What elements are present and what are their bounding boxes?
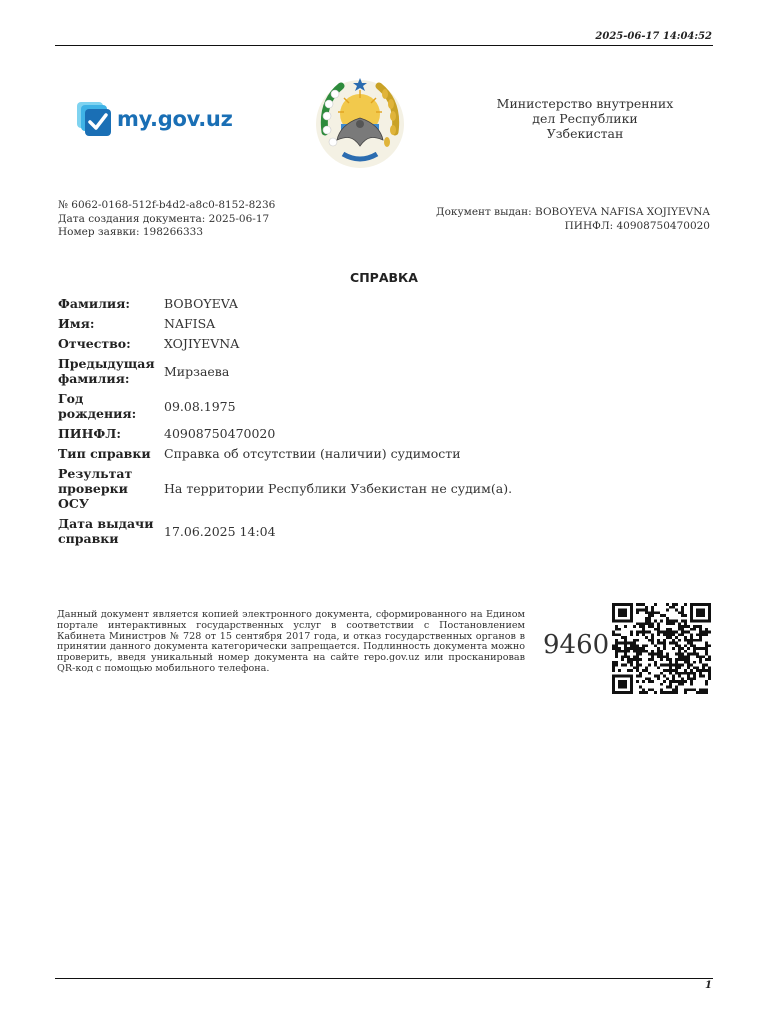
field-value: На территории Республики Узбекистан не судим(а). bbox=[164, 481, 513, 496]
field-label: Год рождения: bbox=[58, 391, 137, 421]
field-label: Отчество: bbox=[58, 336, 131, 351]
ministry-line: Узбекистан bbox=[546, 126, 624, 141]
field-value: BOBOYEVA bbox=[164, 296, 238, 311]
field-label: Имя: bbox=[58, 316, 95, 331]
field-value: 40908750470020 bbox=[164, 426, 276, 441]
request-number: Номер заявки: 198266333 bbox=[58, 226, 204, 238]
field-value: Справка об отсутствии (наличии) судимости bbox=[164, 446, 461, 461]
field-label: Предыдущая фамилия: bbox=[58, 356, 155, 386]
legal-notice: Данный документ является копией электронного документа, сформированного на Едином портале интерактивных государственных услуг в соответствии с Постановлением Кабинета Министров № 728 от 15 сентября 2017 года, и отказ государственных органов в принятии данного документа категорически запрещается. Подлинность документа можно проверить, введя уникальный номер документа на сайте repo.gov.uz или просканировав QR-код с помощью мобильного телефона. bbox=[57, 609, 525, 674]
field-value: NAFISA bbox=[164, 316, 216, 331]
checkmark-document-icon bbox=[75, 100, 113, 138]
recipient-pinfl: ПИНФЛ: 40908750470020 bbox=[564, 219, 710, 232]
logo-text: my.gov.uz bbox=[117, 107, 233, 131]
field-row-birth-date bbox=[58, 391, 618, 421]
state-emblem bbox=[311, 72, 409, 170]
certificate-fields bbox=[58, 296, 618, 551]
field-label: Дата выдачи справки bbox=[58, 516, 154, 546]
bottom-divider bbox=[55, 978, 713, 979]
recipient-meta bbox=[436, 206, 710, 233]
qr-code[interactable] bbox=[612, 603, 711, 694]
field-label: Результат проверки ОСУ bbox=[58, 466, 133, 511]
field-label: Фамилия: bbox=[58, 296, 131, 311]
field-value: 17.06.2025 14:04 bbox=[164, 523, 276, 539]
mygov-logo bbox=[75, 100, 233, 138]
field-row-name bbox=[58, 316, 618, 331]
document-title: СПРАВКА bbox=[350, 270, 418, 285]
verification-code: 9460 bbox=[543, 630, 610, 660]
field-row-patronymic bbox=[58, 336, 618, 351]
ministry-line: дел Республики bbox=[532, 111, 638, 126]
field-row-certificate-type bbox=[58, 446, 618, 461]
document-meta bbox=[58, 199, 275, 240]
document-number: № 6062-0168-512f-b4d2-a8c0-8152-8236 bbox=[58, 199, 276, 211]
field-row-issue-date bbox=[58, 516, 618, 546]
field-row-check-result bbox=[58, 466, 618, 511]
document-created-date: Дата создания документа: 2025-06-17 bbox=[58, 212, 270, 225]
field-label: Тип справки bbox=[58, 446, 151, 461]
page-number: 1 bbox=[705, 980, 712, 991]
field-row-surname bbox=[58, 296, 618, 311]
field-value: Мирзаева bbox=[164, 363, 230, 379]
ministry-line: Министерство внутренних bbox=[496, 96, 674, 111]
field-value: XOJIYEVNA bbox=[164, 336, 240, 351]
ministry-name bbox=[485, 96, 685, 141]
field-label: ПИНФЛ: bbox=[58, 426, 121, 441]
field-row-pinfl bbox=[58, 426, 618, 441]
issued-to: Документ выдан: BOBOYEVA NAFISA XOJIYEVNA bbox=[436, 206, 710, 218]
top-divider bbox=[55, 45, 713, 46]
generation-timestamp: 2025-06-17 14:04:52 bbox=[595, 31, 712, 42]
field-row-previous-surname bbox=[58, 356, 618, 386]
field-value: 09.08.1975 bbox=[164, 398, 236, 414]
